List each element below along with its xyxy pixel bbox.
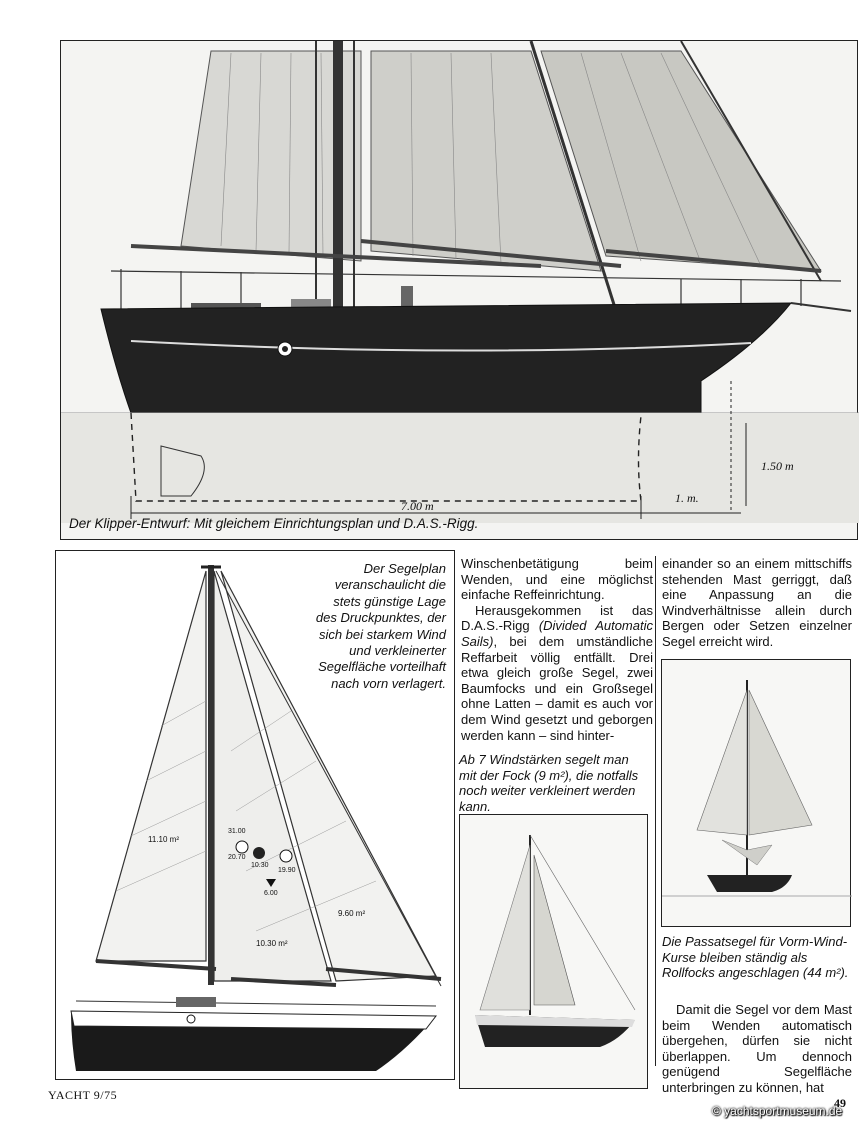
trade-wind-caption: Die Passatsegel für Vorm-Wind-Kurse bleiben ständig als Rollfocks angeschlagen (44 m²).	[662, 934, 849, 981]
center-value-3: 10.30	[251, 862, 269, 869]
center-value-1: 31.00	[228, 828, 246, 835]
top-figure-caption: Der Klipper-Entwurf: Mit gleichem Einrichtungsplan und D.A.S.-Rigg.	[69, 516, 479, 531]
page-number: 49	[834, 1096, 846, 1110]
column2-paragraph-1: Winschenbetätigung beim Wenden, und eine möglichst einfache Reffeinrichtung.	[461, 556, 653, 603]
center-value-4: 19.90	[278, 867, 296, 874]
trade-wind-sails-photo	[661, 659, 851, 927]
clipper-ship-illustration	[61, 41, 859, 541]
article-body-right: Damit die Segel vor dem Mast beim Wenden automatisch übergehen, dürfen sie nicht überlappen. Um dennoch genügend Segelfläche unterbringen zu können, hat	[662, 1002, 852, 1095]
magazine-issue: YACHT 9/75	[48, 1088, 118, 1102]
main-sail-area-label: 11.10 m²	[148, 835, 179, 844]
article-column-3	[662, 556, 852, 650]
center-value-5: 6.00	[264, 890, 278, 897]
sail-plan-figure	[55, 550, 455, 1080]
dimension-length-label: 7.00 m	[401, 499, 434, 513]
dimension-height-label: 1.50 m	[761, 459, 794, 473]
sail-plan-note: Der Segelplan veranschaulicht die stets günstige Lage des Druckpunktes, der sich bei starkem Wind und verkleinerter Segelfläche vorteilhaft nach vorn verlagert.	[315, 561, 446, 691]
dimension-overhang-label: 1. m.	[675, 491, 699, 505]
column-divider	[655, 556, 656, 1066]
jib-photo-caption: Ab 7 Windstärken segelt man mit der Fock (9 m²), die notfalls noch weiter verkleinert werden kann.	[459, 752, 639, 814]
column2-paragraph-2: Herausgekommen ist das D.A.S.-Rigg (Divided Automatic Sails), bei dem umständliche Reffarbeit völlig entfällt. Drei etwa gleich große Segel, zwei Baumfocks und ein Großsegel ohne Latten – damit es auch vor dem Wind gesetzt und geborgen werden kann – sind hinter-	[461, 602, 653, 743]
jib-sailing-photo	[459, 814, 648, 1089]
center-value-2: 20.70	[228, 854, 246, 861]
jib-area-label: 9.60 m²	[338, 909, 366, 918]
article-column-2	[461, 556, 653, 743]
column3-paragraph-1: einander so an einem mittschiffs stehenden Mast gerriggt, daß eine Anpassung an die Windverhältnisse allein durch Bergen oder Setzen einzelner Segel erreicht wird.	[662, 556, 852, 649]
clipper-drawing-figure	[60, 40, 858, 540]
copyright-watermark: © yachtsportmuseum.de	[712, 1104, 843, 1118]
fore-sail-area-label: 10.30 m²	[256, 939, 288, 948]
